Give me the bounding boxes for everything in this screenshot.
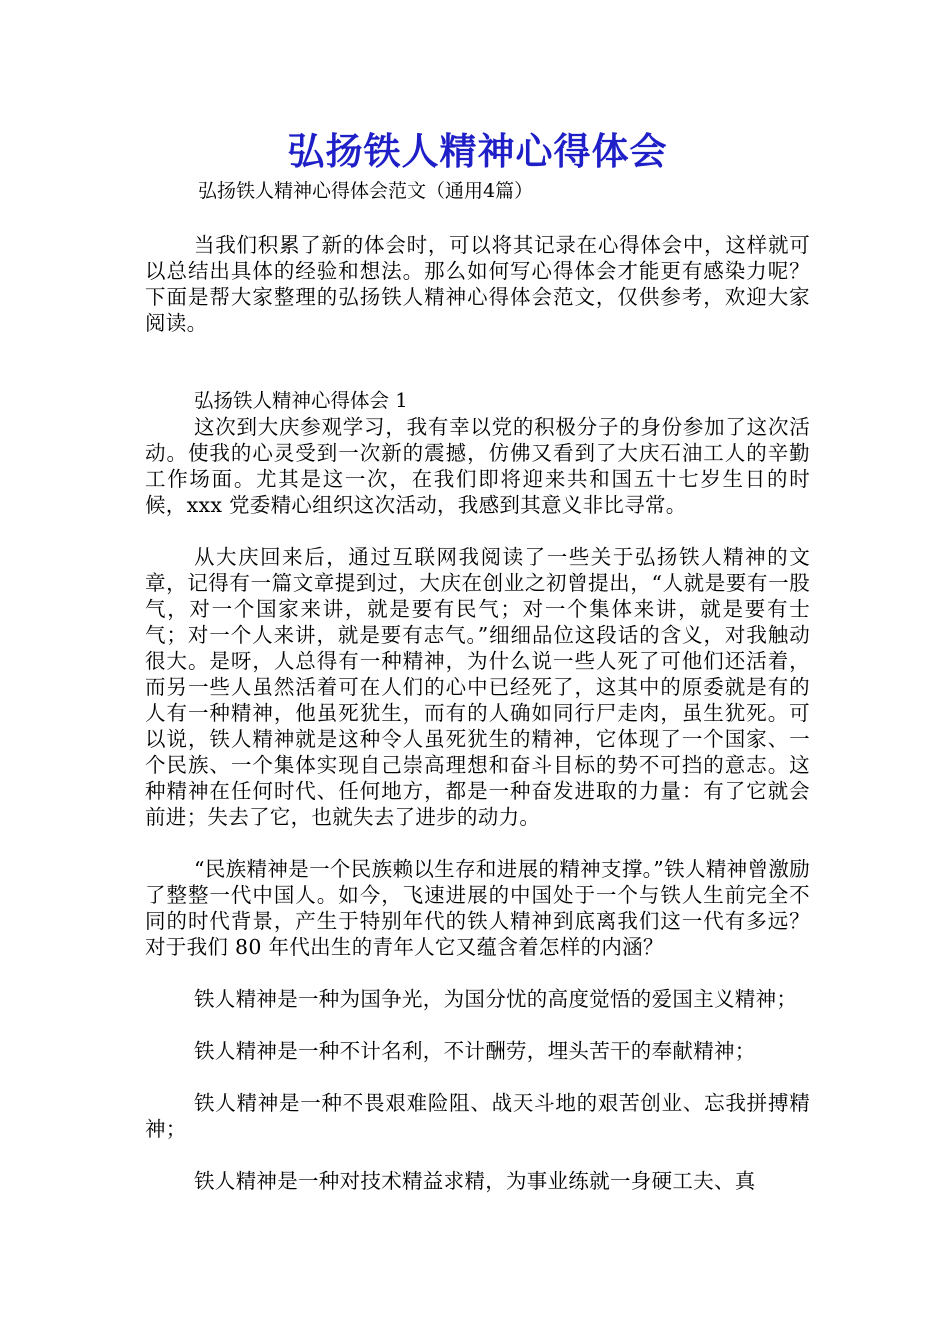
body-paragraph: 铁人精神是一种不计名利，不计酬劳，埋头苦干的奉献精神； bbox=[194, 1039, 756, 1063]
spacer bbox=[145, 1012, 810, 1038]
body-paragraph: 铁人精神是一种对技术精益求精，为事业练就一身硬工夫、真 bbox=[194, 1169, 756, 1193]
document-subtitle: 弘扬铁人精神心得体会范文（通用4篇） bbox=[198, 180, 534, 202]
spacer bbox=[145, 518, 810, 544]
spacer bbox=[145, 960, 810, 986]
document-page bbox=[145, 128, 810, 1194]
body-paragraph: 从大庆回来后，通过互联网我阅读了一些关于弘扬铁人精神的文章，记得有一篇文章提到过，大庆在创业之初曾提出，“人就是要有一股气，对一个国家来讲，就是要有民气；对一个集体来讲，就是要有士气；对一个人来讲，就是要有志气。”细细品位这段话的含义，对我触动很大。是呀，人总得有一种精神，为什么说一些人死了可他们还活着，而另一些人虽然活着可在人们的心中已经死了，这其中的原委就是有的人有一种精神，他虽死犹生，而有的人确如同行尸走肉，虽生犹死。可以说，铁人精神就是这种令人虽死犹生的精神，它体现了一个国家、一个民族、一个集体实现自己崇高理想和奋斗目标的势不可挡的意志。这种精神在任何时代、任何地方，都是一种奋发进取的力量：有了它就会前进；失去了它，也就失去了进步的动力。 bbox=[145, 545, 810, 829]
document-title: 弘扬铁人精神心得体会 bbox=[287, 130, 668, 173]
spacer bbox=[145, 830, 810, 856]
section-title: 弘扬铁人精神心得体会 1 bbox=[194, 389, 408, 412]
spacer bbox=[145, 204, 810, 232]
spacer bbox=[145, 336, 810, 388]
body-paragraph: 铁人精神是一种为国争光，为国分忧的高度觉悟的爱国主义精神； bbox=[194, 987, 798, 1011]
intro-paragraph: 当我们积累了新的体会时，可以将其记录在心得体会中，这样就可以总结出具体的经验和想法。那么如何写心得体会才能更有感染力呢？下面是帮大家整理的弘扬铁人精神心得体会范文，仅供参考，欢迎大家阅读。 bbox=[145, 233, 810, 335]
body-paragraph: “民族精神是一个民族赖以生存和进展的精神支撑。”铁人精神曾激励了整整一代中国人。如今，飞速进展的中国处于一个与铁人生前完全不同的时代背景，产生于特别年代的铁人精神到底离我们这一代有多远？对于我们 80 年代出生的青年人它又蕴含着怎样的内涵？ bbox=[145, 857, 810, 959]
spacer bbox=[145, 1142, 810, 1168]
spacer bbox=[145, 1064, 810, 1090]
body-paragraph: 铁人精神是一种不畏艰难险阻、战天斗地的艰苦创业、忘我拼搏精神； bbox=[145, 1091, 810, 1141]
body-paragraph: 这次到大庆参观学习，我有幸以党的积极分子的身份参加了这次活动。使我的心灵受到一次新的震撼，仿佛又看到了大庆石油工人的辛勤工作场面。尤其是这一次，在我们即将迎来共和国五十七岁生日的时候，xxx 党委精心组织这次活动，我感到其意义非比寻常。 bbox=[145, 415, 810, 517]
